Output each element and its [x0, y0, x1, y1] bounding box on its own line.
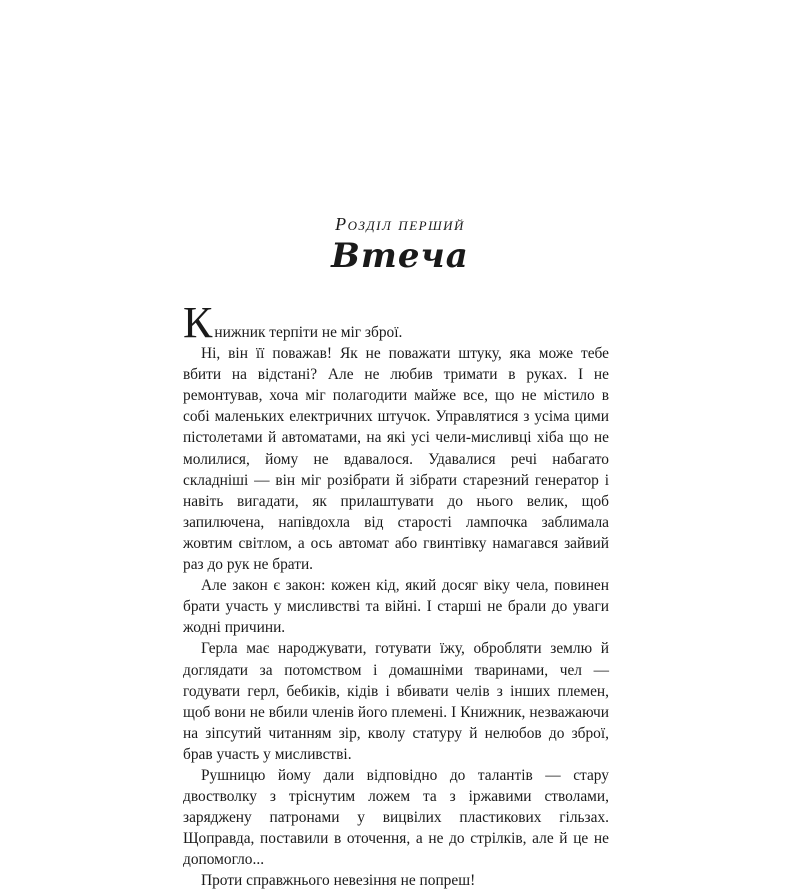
paragraph: Ні, він її поважав! Як не поважати штуку, яка може тебе вбити на відстані? Але не любив тримати в руках. І не ремонтував, хоча міг полагодити майже все, що не містило в собі маленьких електричних штучок. Управлятися з усіма цими пістолетами й автоматами, на які усі чели-мисливці хіба що не молилися, йому не вдавалося. Удавалися речі набагато складніші — він міг розібрати й зібрати старезний генератор і навіть вигадати, як прилаштувати до нього велик, щоб запилючена, напівдохла від старості лампочка заблимала жовтим світлом, а ось автомат або гвинтівку намагався зайвий раз до рук не брати.	[183, 345, 609, 574]
opening-paragraph	[183, 298, 609, 347]
paragraph: Але закон є закон: кожен кід, який досяг віку чела, повинен брати участь у мисливстві та війні. І старші не брали до уваги жодні причини.	[183, 577, 609, 637]
chapter-text	[183, 298, 609, 892]
chapter-label: Розділ перший	[335, 214, 465, 234]
chapter-title: Втеча	[331, 236, 469, 276]
paragraph: Рушницю йому дали відповідно до талантів — стару двостволку з тріснутим ложем та з іржавими стволами, заряджену патронами у вицвілих пластикових гільзах. Щоправда, поставили в оточення, а не до стрілків, але й це не допомогло...	[183, 766, 609, 869]
opening-line: нижник терпіти не міг зброї.	[214, 324, 403, 341]
paragraph: Герла має народжувати, готувати їжу, обробляти землю й доглядати за потомством і домашніми тваринами, чел — годувати герл, бебиків, кідів і вбивати челів з інших племен, щоб вони не вбили членів його племені. І Книжник, незважаючи на зіпсутий читанням зір, кволу статуру й нелюбов до зброї, брав участь у мисливстві.	[183, 640, 609, 763]
drop-cap: К	[183, 298, 213, 347]
paragraph: Проти справжнього невезіння не попреш!	[201, 872, 476, 890]
